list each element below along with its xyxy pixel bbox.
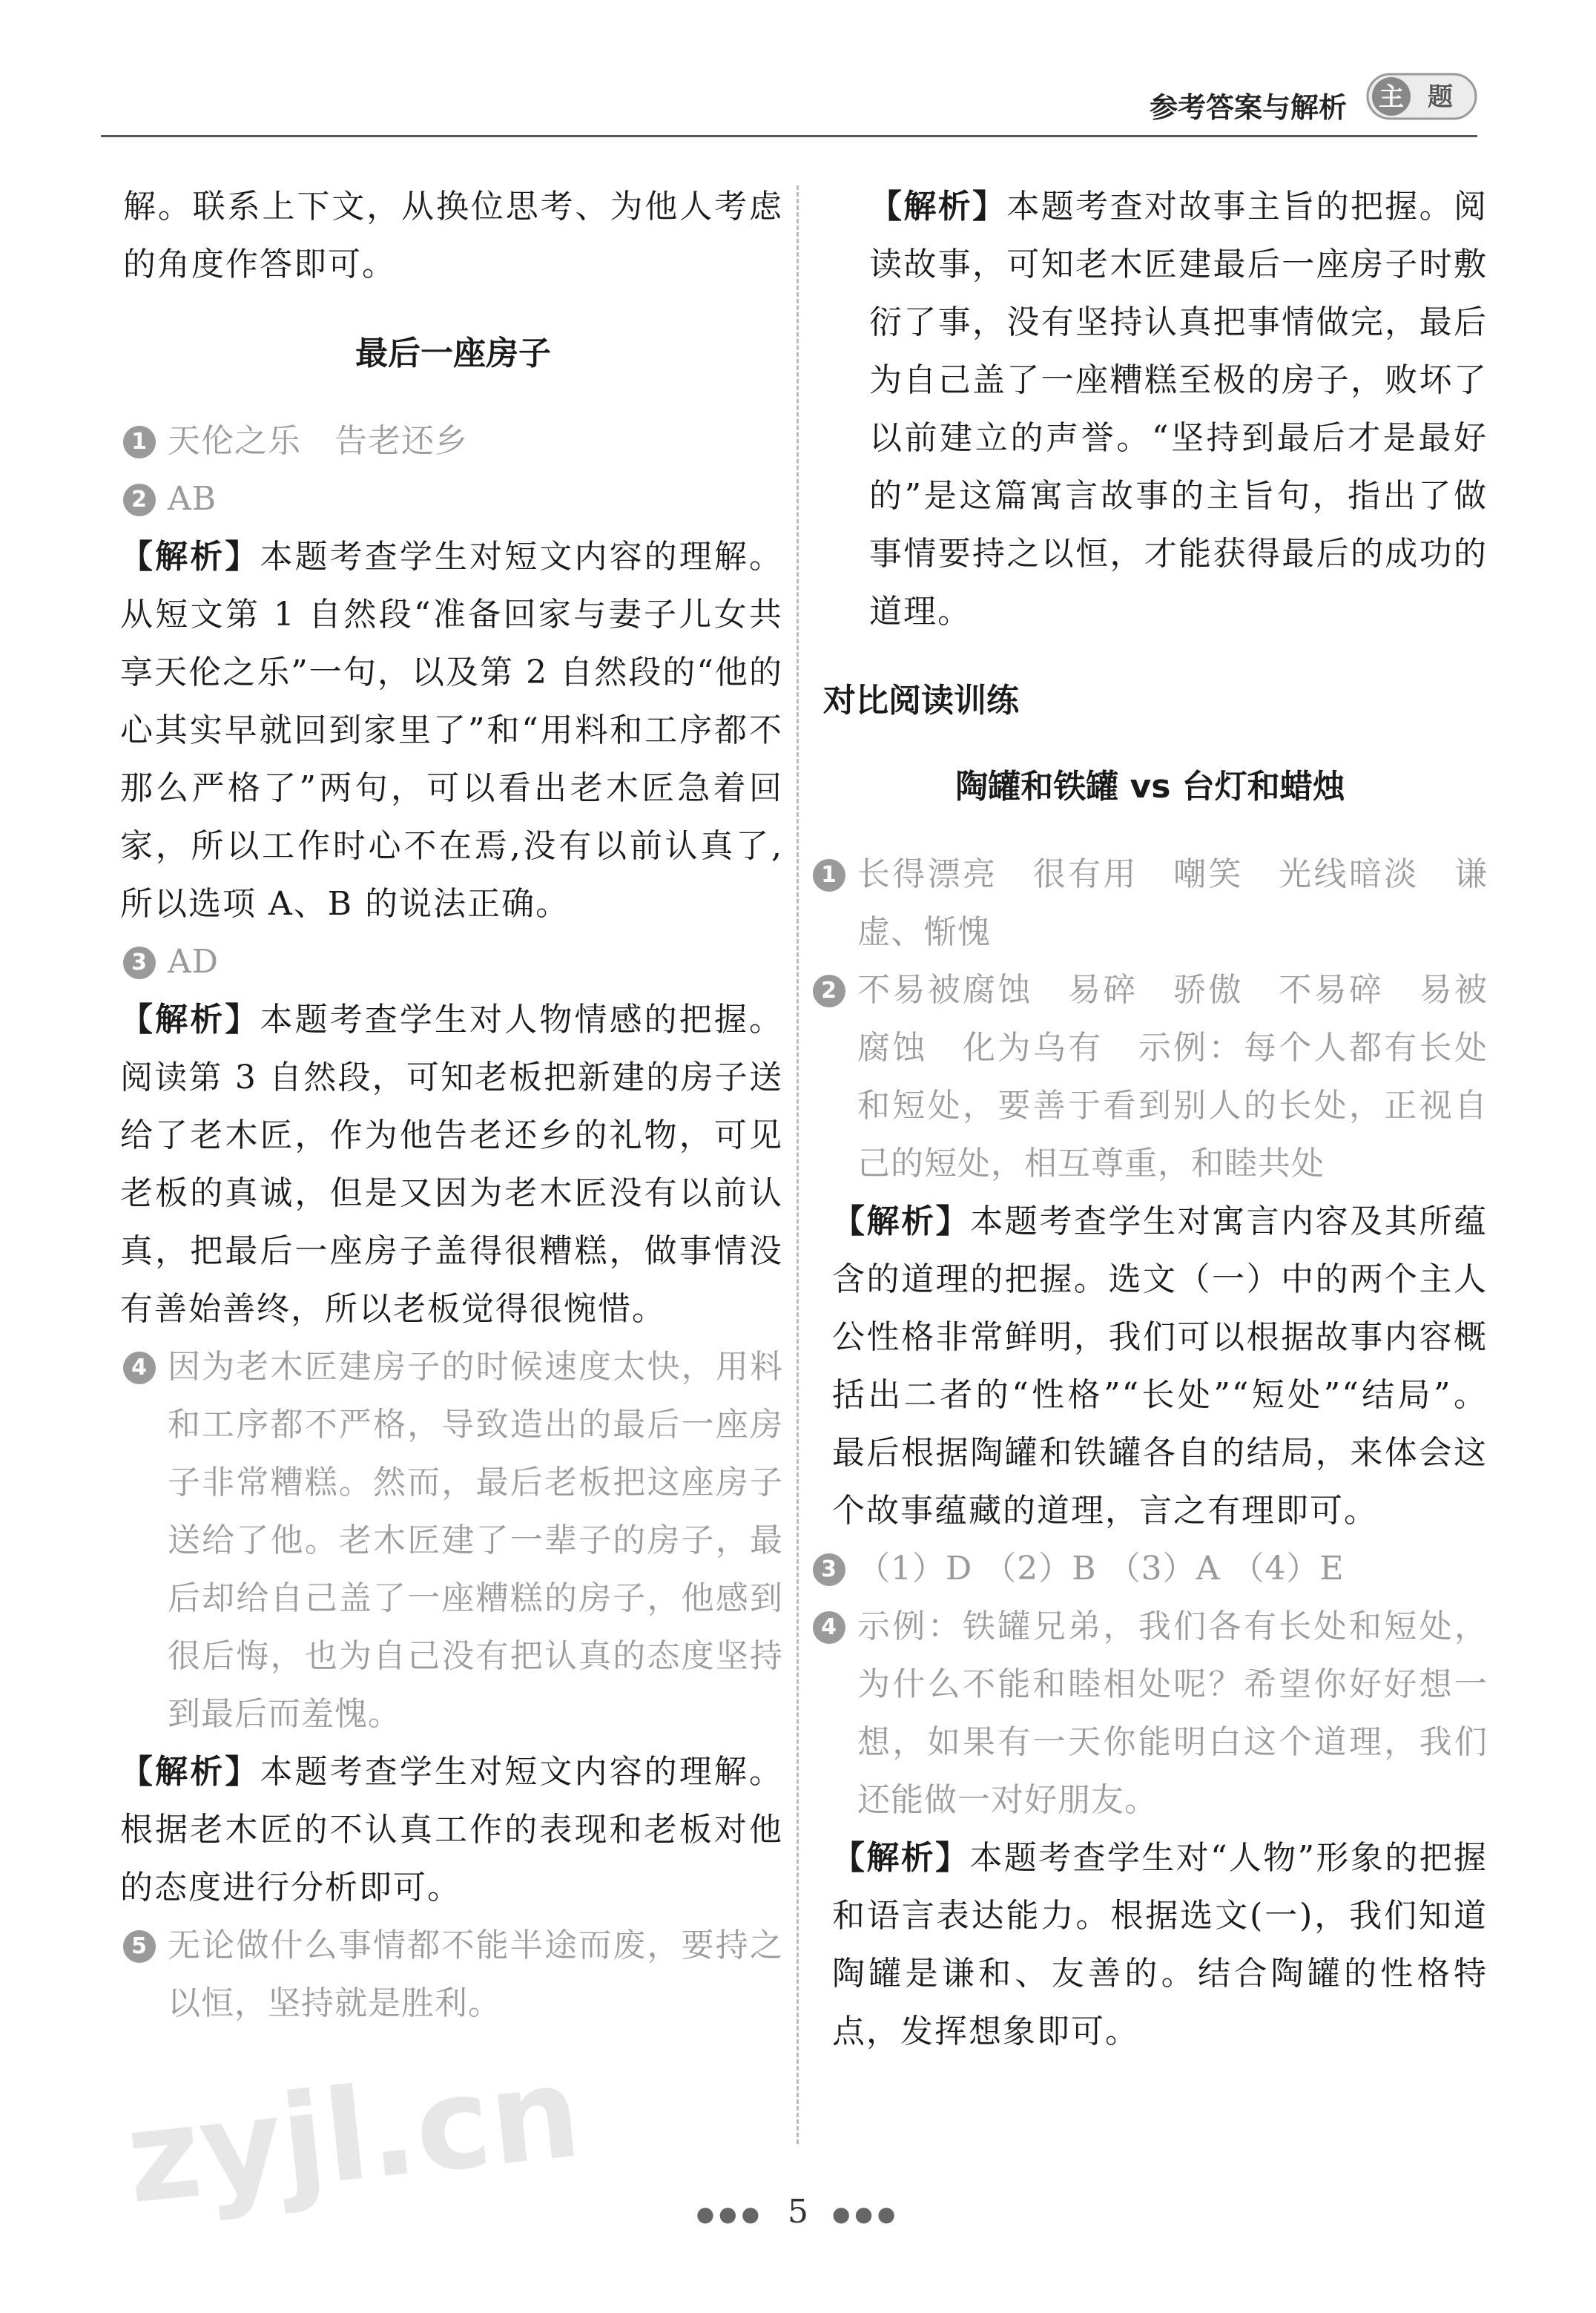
top-analysis <box>869 178 1488 641</box>
analysis-text: 本题考查学生对寓言内容及其所蕴含的道理的把握。选文（一）中的两个主人公性格非常鲜明，我们可以根据故事内容概括出二者的“性格”“长处”“短处”“结局”。最后根据陶罐和铁罐各自的结局，来体会这个故事蕴藏的道理，言之有理即可。 <box>832 1202 1488 1530</box>
analysis-4 <box>120 1743 783 1917</box>
analysis-label: 【解析】 <box>120 1753 260 1791</box>
analysis-text: 本题考查学生对人物情感的把握。阅读第 3 自然段，可知老板把新建的房子送给了老木匠，作为他告老还乡的礼物，可见老板的真诚，但是又因为老木匠没有以前认真，把最后一座房子盖得很糟糕，做事情没有善始善终，所以老板觉得很惋惜。 <box>120 1001 784 1328</box>
answer-text: 无论做什么事情都不能半途而废，要持之以恒，坚持就是胜利。 <box>168 1927 783 2022</box>
question-number-4: 4 <box>813 1611 845 1644</box>
analysis-text: 本题考查学生对短文内容的理解。根据老木匠的不认真工作的表现和老板对他的态度进行分析即可。 <box>120 1753 784 1906</box>
section-heading-comparison: 对比阅读训练 <box>823 682 1019 720</box>
page-number-text: 5 <box>788 2193 808 2231</box>
intro-paragraph: 解。联系上下文，从换位思考、为他人考虑的角度作答即可。 <box>123 188 783 283</box>
analysis-2 <box>120 528 783 933</box>
analysis-text: 本题考查对故事主旨的把握。阅读故事，可知老木匠建最后一座房子时敷衍了事，没有坚持认真把事情做完，最后为自己盖了一座糟糕至极的房子，败坏了以前建立的声誉。“坚持到最后才是最好的”是这篇寓言故事的主旨句，指出了做事情要持之以恒，才能获得最后的成功的道理。 <box>869 188 1488 631</box>
section-title-last-house: 最后一座房子 <box>355 335 551 372</box>
theme-badge-icon <box>1366 73 1477 120</box>
analysis-label: 【解析】 <box>832 1202 971 1240</box>
answer-1 <box>123 412 783 470</box>
answer-r4 <box>813 1598 1488 1829</box>
analysis-label: 【解析】 <box>832 1839 970 1877</box>
answer-text: 不易被腐蚀 易碎 骄傲 不易碎 易被腐蚀 化为乌有 示例：每个人都有长处和短处，要善于看到别人的长处，正视自己的短处，相互尊重，和睦共处 <box>857 971 1488 1182</box>
answer-text: 长得漂亮 很有用 嘲笑 光线暗淡 谦虚、惭愧 <box>857 855 1488 951</box>
answer-text: 示例：铁罐兄弟，我们各有长处和短处，为什么不能和睦相处呢？希望你好好想一想，如果有一天你能明白这个道理，我们还能做一对好朋友。 <box>857 1608 1488 1819</box>
analysis-r4 <box>832 1829 1488 2061</box>
analysis-r2 <box>832 1193 1488 1540</box>
analysis-3 <box>120 991 783 1338</box>
analysis-label: 【解析】 <box>120 538 260 576</box>
answer-text: AB <box>168 480 217 518</box>
question-number-1: 1 <box>813 859 845 892</box>
question-number-2: 2 <box>123 484 156 516</box>
answer-text: （1）D （2）B （3）A （4）E <box>857 1550 1345 1587</box>
answer-text: 天伦之乐 告老还乡 <box>168 422 468 460</box>
answer-text: AD <box>168 943 220 981</box>
header-title: 参考答案与解析 <box>1149 91 1347 124</box>
svg-text:主: 主 <box>1379 82 1404 112</box>
analysis-label: 【解析】 <box>869 188 1007 226</box>
page-header <box>101 71 1477 137</box>
question-number-4: 4 <box>123 1352 156 1384</box>
analysis-text: 本题考查学生对短文内容的理解。从短文第 1 自然段“准备回家与妻子儿女共享天伦之乐”一句，以及第 2 自然段的“他的心其实早就回到家里了”和“用料和工序都不那么严格了”两句，可以看出老木匠急着回家，所以工作时心不在焉,没有以前认真了,所以选项 A、B 的说法正确。 <box>120 538 784 923</box>
answer-r1 <box>813 846 1488 961</box>
watermark: zyjl.cn <box>119 2039 587 2233</box>
svg-text:题: 题 <box>1428 82 1453 112</box>
page-number <box>0 2193 1596 2231</box>
section-title-jars: 陶罐和铁罐 vs 台灯和蜡烛 <box>955 768 1345 806</box>
question-number-2: 2 <box>813 975 845 1007</box>
analysis-text: 本题考查学生对“人物”形象的把握和语言表达能力。根据选文(一)，我们知道陶罐是谦和、友善的。结合陶罐的性格特点，发挥想象即可。 <box>832 1839 1488 2050</box>
column-divider <box>797 185 799 2144</box>
question-number-3: 3 <box>123 947 156 979</box>
left-column <box>120 178 784 2033</box>
answer-3 <box>123 933 783 991</box>
question-number-1: 1 <box>123 426 156 458</box>
right-column <box>813 178 1488 2061</box>
question-number-5: 5 <box>123 1930 156 1963</box>
dots-right-icon: ●●● <box>832 2202 900 2226</box>
question-number-3: 3 <box>813 1553 845 1586</box>
answer-r2 <box>813 961 1488 1193</box>
answer-2 <box>123 470 783 528</box>
dots-left-icon: ●●● <box>696 2202 764 2226</box>
answer-4 <box>123 1338 783 1743</box>
answer-r3 <box>813 1540 1488 1598</box>
analysis-label: 【解析】 <box>120 1001 260 1039</box>
answer-text: 因为老木匠建房子的时候速度太快，用料和工序都不严格，导致造出的最后一座房子非常糟糕。然而，最后老板把这座房子送给了他。老木匠建了一辈子的房子，最后却给自己盖了一座糟糕的房子，他感到很后悔，也为自己没有把认真的态度坚持到最后而羞愧。 <box>168 1348 783 1733</box>
answer-5 <box>123 1917 783 2033</box>
